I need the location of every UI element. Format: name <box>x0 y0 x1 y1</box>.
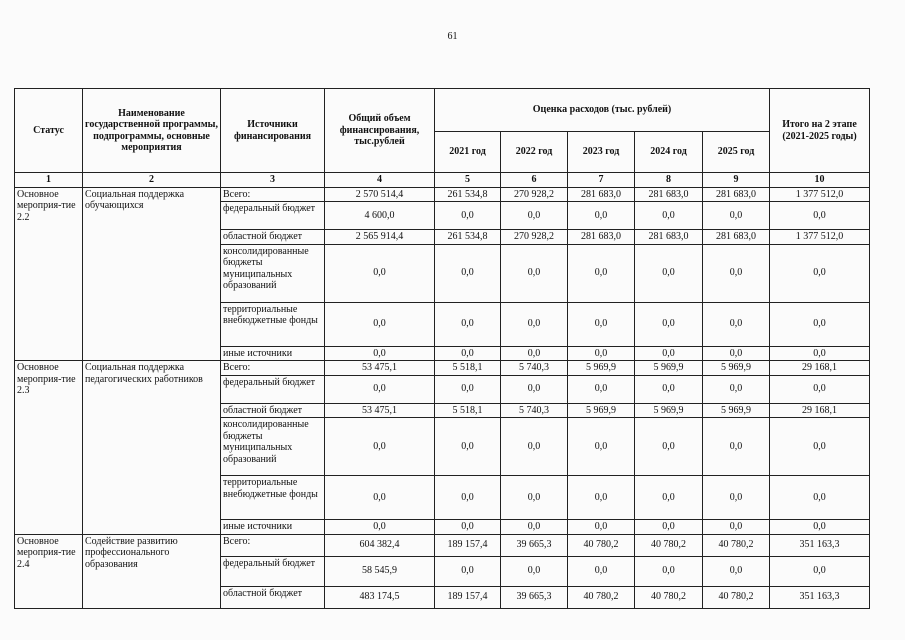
amount-cell: 483 174,5 <box>325 586 435 608</box>
amount-cell: 0,0 <box>770 418 870 476</box>
amount-cell: 0,0 <box>770 244 870 302</box>
funding-source-cell: федеральный бюджет <box>221 375 325 403</box>
funding-source-cell: иные источники <box>221 520 325 535</box>
column-number: 10 <box>770 173 870 188</box>
amount-cell: 5 518,1 <box>435 361 501 376</box>
amount-cell: 189 157,4 <box>435 534 501 556</box>
budget-table <box>14 88 870 609</box>
amount-cell: 261 534,8 <box>435 230 501 245</box>
header-year: 2024 год <box>635 132 703 173</box>
amount-cell: 0,0 <box>770 346 870 361</box>
amount-cell: 0,0 <box>501 202 568 230</box>
amount-cell: 281 683,0 <box>635 230 703 245</box>
header-sources: Источники финансирования <box>221 89 325 173</box>
amount-cell: 0,0 <box>703 202 770 230</box>
amount-cell: 39 665,3 <box>501 534 568 556</box>
amount-cell: 0,0 <box>435 418 501 476</box>
amount-cell: 0,0 <box>568 202 635 230</box>
column-number: 7 <box>568 173 635 188</box>
amount-cell: 0,0 <box>325 375 435 403</box>
amount-cell: 0,0 <box>435 476 501 520</box>
amount-cell: 5 969,9 <box>635 403 703 418</box>
amount-cell: 29 168,1 <box>770 361 870 376</box>
amount-cell: 2 565 914,4 <box>325 230 435 245</box>
amount-cell: 0,0 <box>635 244 703 302</box>
header-estimate: Оценка расходов (тыс. рублей) <box>435 89 770 132</box>
amount-cell: 5 969,9 <box>703 403 770 418</box>
amount-cell: 604 382,4 <box>325 534 435 556</box>
funding-source-cell: областной бюджет <box>221 586 325 608</box>
amount-cell: 0,0 <box>435 244 501 302</box>
column-number: 8 <box>635 173 703 188</box>
measure-name-cell: Социальная поддержка обучающихся <box>83 187 221 361</box>
funding-source-cell: Всего: <box>221 361 325 376</box>
status-cell: Основное мероприя-тие 2.4 <box>15 534 83 608</box>
amount-cell: 0,0 <box>770 375 870 403</box>
header-status: Статус <box>15 89 83 173</box>
funding-source-cell: консолидированные бюджеты муниципальных образований <box>221 244 325 302</box>
amount-cell: 0,0 <box>501 302 568 346</box>
amount-cell: 261 534,8 <box>435 187 501 202</box>
amount-cell: 0,0 <box>703 302 770 346</box>
funding-source-cell: территориальные внебюджетные фонды <box>221 476 325 520</box>
amount-cell: 0,0 <box>501 418 568 476</box>
amount-cell: 40 780,2 <box>703 586 770 608</box>
amount-cell: 39 665,3 <box>501 586 568 608</box>
amount-cell: 40 780,2 <box>568 586 635 608</box>
table-body <box>15 187 870 608</box>
column-number: 1 <box>15 173 83 188</box>
amount-cell: 0,0 <box>325 244 435 302</box>
amount-cell: 1 377 512,0 <box>770 230 870 245</box>
column-number: 6 <box>501 173 568 188</box>
amount-cell: 40 780,2 <box>635 586 703 608</box>
amount-cell: 53 475,1 <box>325 361 435 376</box>
amount-cell: 0,0 <box>568 346 635 361</box>
amount-cell: 0,0 <box>325 476 435 520</box>
amount-cell: 40 780,2 <box>568 534 635 556</box>
header-stage-total: Итого на 2 этапе (2021-2025 годы) <box>770 89 870 173</box>
amount-cell: 0,0 <box>703 346 770 361</box>
amount-cell: 4 600,0 <box>325 202 435 230</box>
amount-cell: 270 928,2 <box>501 230 568 245</box>
amount-cell: 0,0 <box>635 202 703 230</box>
header-year: 2021 год <box>435 132 501 173</box>
amount-cell: 0,0 <box>435 346 501 361</box>
amount-cell: 0,0 <box>635 418 703 476</box>
amount-cell: 0,0 <box>325 520 435 535</box>
amount-cell: 0,0 <box>325 346 435 361</box>
amount-cell: 351 163,3 <box>770 534 870 556</box>
column-number: 2 <box>83 173 221 188</box>
amount-cell: 0,0 <box>635 346 703 361</box>
table-row <box>15 187 870 202</box>
amount-cell: 0,0 <box>635 476 703 520</box>
amount-cell: 0,0 <box>435 375 501 403</box>
amount-cell: 0,0 <box>770 202 870 230</box>
amount-cell: 5 969,9 <box>703 361 770 376</box>
amount-cell: 270 928,2 <box>501 187 568 202</box>
amount-cell: 281 683,0 <box>703 230 770 245</box>
column-number: 9 <box>703 173 770 188</box>
amount-cell: 0,0 <box>703 476 770 520</box>
header-total: Общий объем финансирования, тыс.рублей <box>325 89 435 173</box>
amount-cell: 5 969,9 <box>568 403 635 418</box>
amount-cell: 0,0 <box>770 520 870 535</box>
funding-source-cell: федеральный бюджет <box>221 556 325 586</box>
amount-cell: 0,0 <box>568 520 635 535</box>
header-year: 2025 год <box>703 132 770 173</box>
amount-cell: 281 683,0 <box>568 230 635 245</box>
funding-source-cell: Всего: <box>221 534 325 556</box>
funding-source-cell: иные источники <box>221 346 325 361</box>
funding-source-cell: территориальные внебюджетные фонды <box>221 302 325 346</box>
header-year: 2022 год <box>501 132 568 173</box>
measure-name-cell: Социальная поддержка педагогических работников <box>83 361 221 535</box>
amount-cell: 0,0 <box>770 302 870 346</box>
header-year: 2023 год <box>568 132 635 173</box>
amount-cell: 0,0 <box>501 476 568 520</box>
amount-cell: 5 740,3 <box>501 403 568 418</box>
amount-cell: 0,0 <box>501 556 568 586</box>
funding-source-cell: областной бюджет <box>221 403 325 418</box>
amount-cell: 189 157,4 <box>435 586 501 608</box>
amount-cell: 5 740,3 <box>501 361 568 376</box>
amount-cell: 351 163,3 <box>770 586 870 608</box>
funding-source-cell: областной бюджет <box>221 230 325 245</box>
amount-cell: 5 518,1 <box>435 403 501 418</box>
column-number: 4 <box>325 173 435 188</box>
amount-cell: 0,0 <box>703 375 770 403</box>
amount-cell: 0,0 <box>568 375 635 403</box>
amount-cell: 0,0 <box>568 302 635 346</box>
column-number: 3 <box>221 173 325 188</box>
amount-cell: 0,0 <box>635 556 703 586</box>
amount-cell: 0,0 <box>635 302 703 346</box>
amount-cell: 0,0 <box>703 556 770 586</box>
amount-cell: 0,0 <box>325 418 435 476</box>
amount-cell: 0,0 <box>770 476 870 520</box>
amount-cell: 281 683,0 <box>568 187 635 202</box>
amount-cell: 1 377 512,0 <box>770 187 870 202</box>
amount-cell: 0,0 <box>703 244 770 302</box>
amount-cell: 0,0 <box>635 520 703 535</box>
table-row <box>15 361 870 376</box>
amount-cell: 40 780,2 <box>635 534 703 556</box>
table-row <box>15 534 870 556</box>
amount-cell: 29 168,1 <box>770 403 870 418</box>
amount-cell: 0,0 <box>568 418 635 476</box>
column-number: 5 <box>435 173 501 188</box>
amount-cell: 58 545,9 <box>325 556 435 586</box>
amount-cell: 0,0 <box>435 556 501 586</box>
amount-cell: 281 683,0 <box>635 187 703 202</box>
page-number: 61 <box>447 31 458 42</box>
status-cell: Основное мероприя-тие 2.2 <box>15 187 83 361</box>
amount-cell: 0,0 <box>435 202 501 230</box>
amount-cell: 40 780,2 <box>703 534 770 556</box>
funding-source-cell: консолидированные бюджеты муниципальных образований <box>221 418 325 476</box>
column-number-row <box>15 173 870 188</box>
amount-cell: 0,0 <box>568 476 635 520</box>
amount-cell: 0,0 <box>501 520 568 535</box>
amount-cell: 0,0 <box>435 520 501 535</box>
amount-cell: 5 969,9 <box>635 361 703 376</box>
amount-cell: 281 683,0 <box>703 187 770 202</box>
amount-cell: 0,0 <box>501 375 568 403</box>
amount-cell: 0,0 <box>568 244 635 302</box>
amount-cell: 0,0 <box>770 556 870 586</box>
amount-cell: 0,0 <box>325 302 435 346</box>
funding-source-cell: Всего: <box>221 187 325 202</box>
amount-cell: 0,0 <box>703 520 770 535</box>
funding-source-cell: федеральный бюджет <box>221 202 325 230</box>
amount-cell: 53 475,1 <box>325 403 435 418</box>
amount-cell: 0,0 <box>635 375 703 403</box>
amount-cell: 0,0 <box>501 244 568 302</box>
amount-cell: 0,0 <box>568 556 635 586</box>
amount-cell: 0,0 <box>501 346 568 361</box>
amount-cell: 2 570 514,4 <box>325 187 435 202</box>
header-name: Наименование государственной программы, подпрограммы, основные мероприятия <box>83 89 221 173</box>
amount-cell: 0,0 <box>703 418 770 476</box>
amount-cell: 5 969,9 <box>568 361 635 376</box>
amount-cell: 0,0 <box>435 302 501 346</box>
measure-name-cell: Содействие развитию профессионального образования <box>83 534 221 608</box>
status-cell: Основное мероприя-тие 2.3 <box>15 361 83 535</box>
header-row <box>15 89 870 132</box>
